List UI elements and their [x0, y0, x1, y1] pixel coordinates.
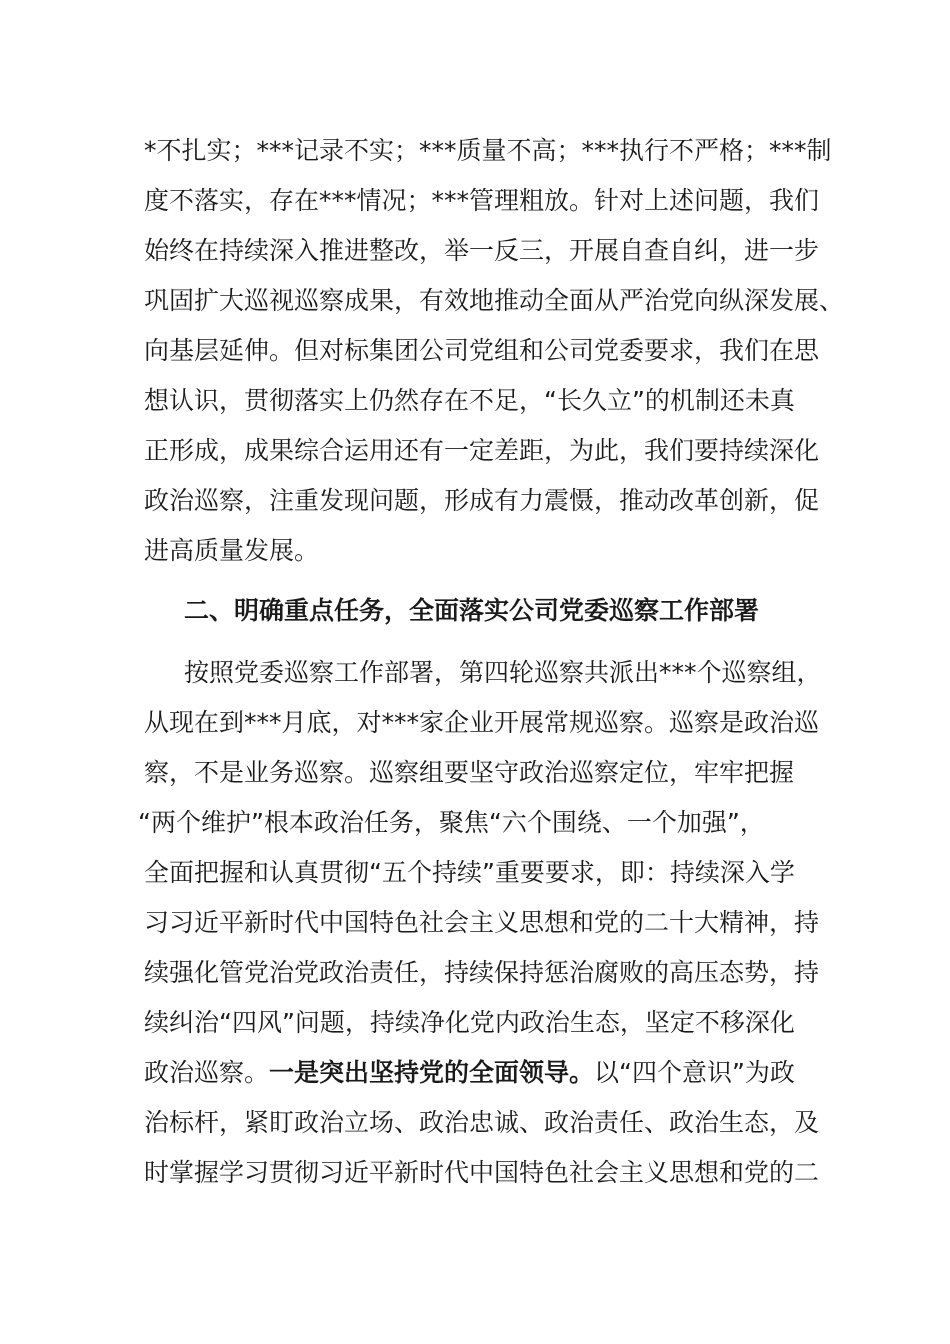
paragraph-line: 政治巡察，注重发现问题，形成有力震慑，推动改革创新，促 — [144, 486, 820, 515]
paragraph-line-mixed — [144, 1056, 795, 1090]
paragraph-line: 从现在到***月底，对***家企业开展常规巡察。巡察是政治巡 — [144, 708, 820, 737]
paragraph-line: “两个维护”根本政治任务，聚焦“六个围绕、一个加强”， — [138, 808, 765, 837]
text-run: 以“四个意识”为政 — [594, 1058, 795, 1087]
paragraph-line: 续纠治“四风”问题，持续净化党内政治生态，坚定不移深化 — [144, 1008, 795, 1037]
paragraph-line: 续强化管党治党政治责任，持续保持惩治腐败的高压态势，持 — [144, 958, 820, 987]
paragraph-line: 习习近平新时代中国特色社会主义思想和党的二十大精神，持 — [144, 908, 820, 937]
paragraph-line: 时掌握学习贯彻习近平新时代中国特色社会主义思想和党的二 — [144, 1158, 820, 1187]
paragraph-line: 巩固扩大巡视巡察成果，有效地推动全面从严治党向纵深发展、 — [144, 286, 845, 315]
paragraph-line: 始终在持续深入推进整改，举一反三，开展自查自纠，进一步 — [144, 236, 820, 265]
paragraph-line: *不扎实；***记录不实；***质量不高；***执行不严格；***制 — [144, 136, 832, 165]
paragraph-line: 按照党委巡察工作部署，第四轮巡察共派出***个巡察组， — [184, 658, 822, 687]
paragraph-line: 向基层延伸。但对标集团公司党组和公司党委要求，我们在思 — [144, 336, 820, 365]
paragraph-line: 进高质量发展。 — [144, 536, 320, 565]
section-heading: 二、明确重点任务，全面落实公司党委巡察工作部署 — [184, 596, 760, 625]
paragraph-line: 全面把握和认真贯彻“五个持续”重要要求，即：持续深入学 — [144, 858, 795, 887]
paragraph-line: 治标杆，紧盯政治立场、政治忠诚、政治责任、政治生态，及 — [144, 1108, 820, 1137]
paragraph-line: 想认识，贯彻落实上仍然存在不足，“长久立”的机制还未真 — [144, 386, 795, 415]
text-run: 政治巡察。 — [144, 1058, 270, 1087]
bold-emphasis: 一是突出坚持党的全面领导。 — [269, 1058, 595, 1087]
paragraph-line: 察，不是业务巡察。巡察组要坚守政治巡察定位，牢牢把握 — [144, 758, 795, 787]
paragraph-line: 度不落实，存在***情况；***管理粗放。针对上述问题，我们 — [144, 186, 820, 215]
paragraph-line: 正形成，成果综合运用还有一定差距，为此，我们要持续深化 — [144, 436, 820, 465]
